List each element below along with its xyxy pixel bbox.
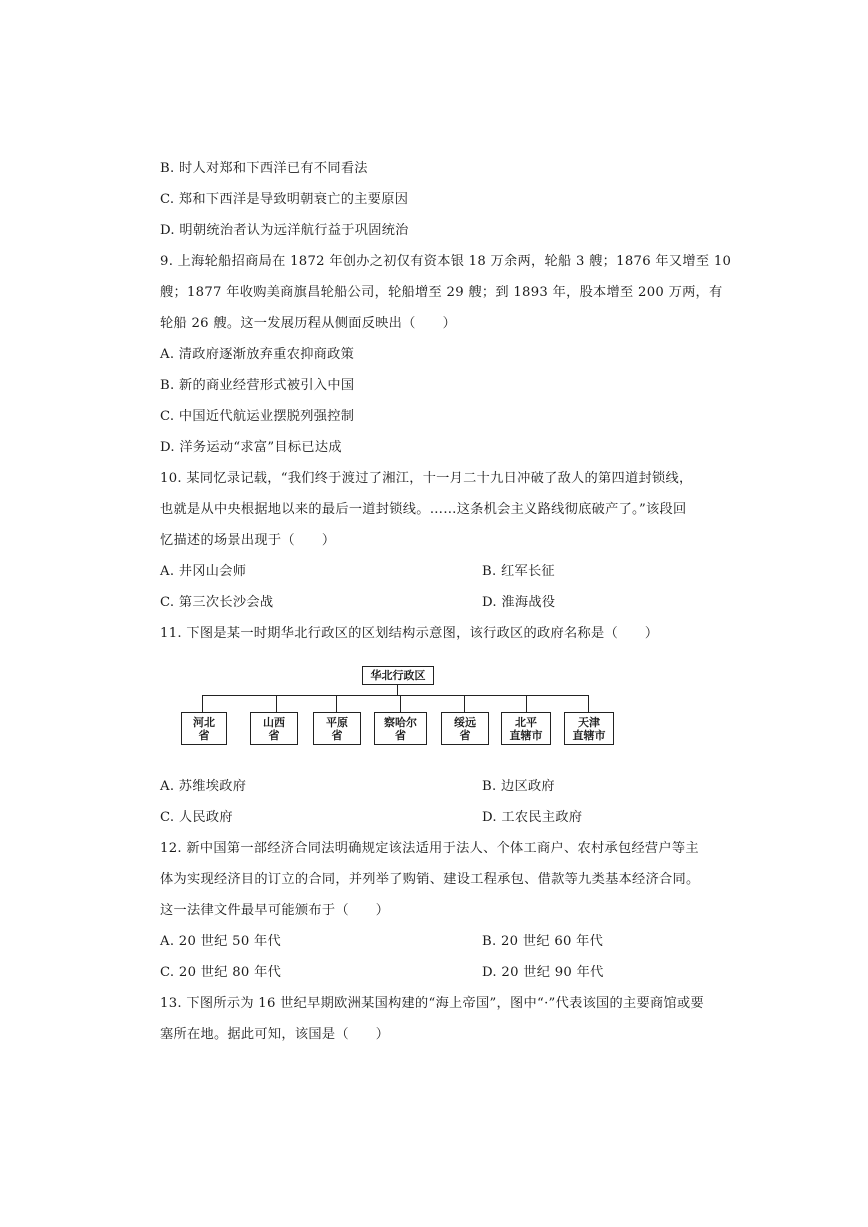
question-11: 11. 下图是某一时期华北行政区的区划结构示意图，该行政区的政府名称是（ ） <box>160 626 659 641</box>
connector-4 <box>400 695 401 712</box>
box-sublabel: 直辖市 <box>509 728 543 742</box>
connector-5 <box>464 695 465 712</box>
question-10-line-3: 忆描述的场景出现于（ ） <box>160 533 336 548</box>
diagram-box-pingyuan <box>313 712 361 745</box>
option-12c: C. 20 世纪 80 年代 <box>160 965 282 980</box>
option-10c: C. 第三次长沙会战 <box>160 595 274 610</box>
box-label: 察哈尔 <box>384 715 417 729</box>
box-label: 河北 <box>193 715 215 729</box>
option-11b: B. 边区政府 <box>482 779 555 794</box>
connector-7 <box>588 695 589 712</box>
diagram-box-shanxi <box>250 712 298 745</box>
box-sublabel: 省 <box>331 728 343 742</box>
question-9-line-3: 轮船 26 艘。这一发展历程从侧面反映出（ ） <box>160 316 457 331</box>
box-label: 绥远 <box>454 715 476 729</box>
option-10b: B. 红军长征 <box>482 564 555 579</box>
box-sublabel: 省 <box>459 728 471 742</box>
connector-6 <box>526 695 527 712</box>
option-10d: D. 淮海战役 <box>482 595 556 610</box>
option-10a: A. 井冈山会师 <box>160 564 247 579</box>
option-12a: A. 20 世纪 50 年代 <box>160 934 281 949</box>
option-12b: B. 20 世纪 60 年代 <box>482 934 604 949</box>
connector-3 <box>336 695 337 712</box>
admin-structure-diagram <box>178 664 618 756</box>
diagram-box-suiyuan <box>441 712 489 745</box>
question-13-line-1: 13. 下图所示为 16 世纪早期欧洲某国构建的“海上帝国”，图中“·”代表该国的主要商馆或要 <box>160 996 704 1011</box>
connector-2 <box>276 695 277 712</box>
diagram-box-chahar <box>374 712 427 745</box>
box-sublabel: 省 <box>268 728 280 742</box>
question-13-line-2: 塞所在地。据此可知，该国是（ ） <box>160 1027 390 1042</box>
option-8d: D. 明朝统治者认为远洋航行益于巩固统治 <box>160 223 409 238</box>
question-10-line-2: 也就是从中央根据地以来的最后一道封锁线。……这条机会主义路线彻底破产了。”该段回 <box>160 502 687 517</box>
question-12-line-1: 12. 新中国第一部经济合同法明确规定该法适用于法人、个体工商户、农村承包经营户等主 <box>160 841 699 856</box>
box-label: 北平 <box>515 715 537 729</box>
option-9b: B. 新的商业经营形式被引入中国 <box>160 378 355 393</box>
box-label: 天津 <box>578 715 600 729</box>
question-9-line-2: 艘；1877 年收购美商旗昌轮船公司，轮船增至 29 艘；到 1893 年，股本增至 200 万两，有 <box>160 285 723 300</box>
question-12-line-3: 这一法律文件最早可能颁布于（ ） <box>160 903 390 918</box>
question-9-line-1: 9. 上海轮船招商局在 1872 年创办之初仅有资本银 18 万余两，轮船 3 艘；1876 年又增至 10 <box>160 254 732 269</box>
option-9d: D. 洋务运动“求富”目标已达成 <box>160 440 342 455</box>
diagram-box-tianjin <box>564 712 614 745</box>
option-9c: C. 中国近代航运业摆脱列强控制 <box>160 409 355 424</box>
box-sublabel: 省 <box>198 728 210 742</box>
option-12d: D. 20 世纪 90 年代 <box>482 965 604 980</box>
box-sublabel: 直辖市 <box>572 728 606 742</box>
connector-horizontal <box>202 695 589 696</box>
question-10-line-1: 10. 某同忆录记载，“我们终于渡过了湘江，十一月二十九日冲破了敌人的第四道封锁线， <box>160 471 693 486</box>
option-11d: D. 工农民主政府 <box>482 810 583 825</box>
diagram-root-box <box>362 666 434 685</box>
diagram-box-hebei <box>181 712 227 745</box>
box-sublabel: 省 <box>395 728 406 742</box>
option-8c: C. 郑和下西洋是导致明朝衰亡的主要原因 <box>160 192 409 207</box>
option-11a: A. 苏维埃政府 <box>160 779 247 794</box>
option-8b: B. 时人对郑和下西洋已有不同看法 <box>160 161 368 176</box>
box-label: 平原 <box>326 715 348 729</box>
connector-1 <box>202 695 203 712</box>
option-9a: A. 清政府逐渐放弃重农抑商政策 <box>160 347 355 362</box>
option-11c: C. 人民政府 <box>160 810 233 825</box>
diagram-root-label: 华北行政区 <box>370 669 426 682</box>
question-12-line-2: 体为实现经济目的订立的合同，并列举了购销、建设工程承包、借款等九类基本经济合同。 <box>160 872 700 887</box>
box-label: 山西 <box>263 715 285 729</box>
diagram-box-beiping <box>501 712 551 745</box>
